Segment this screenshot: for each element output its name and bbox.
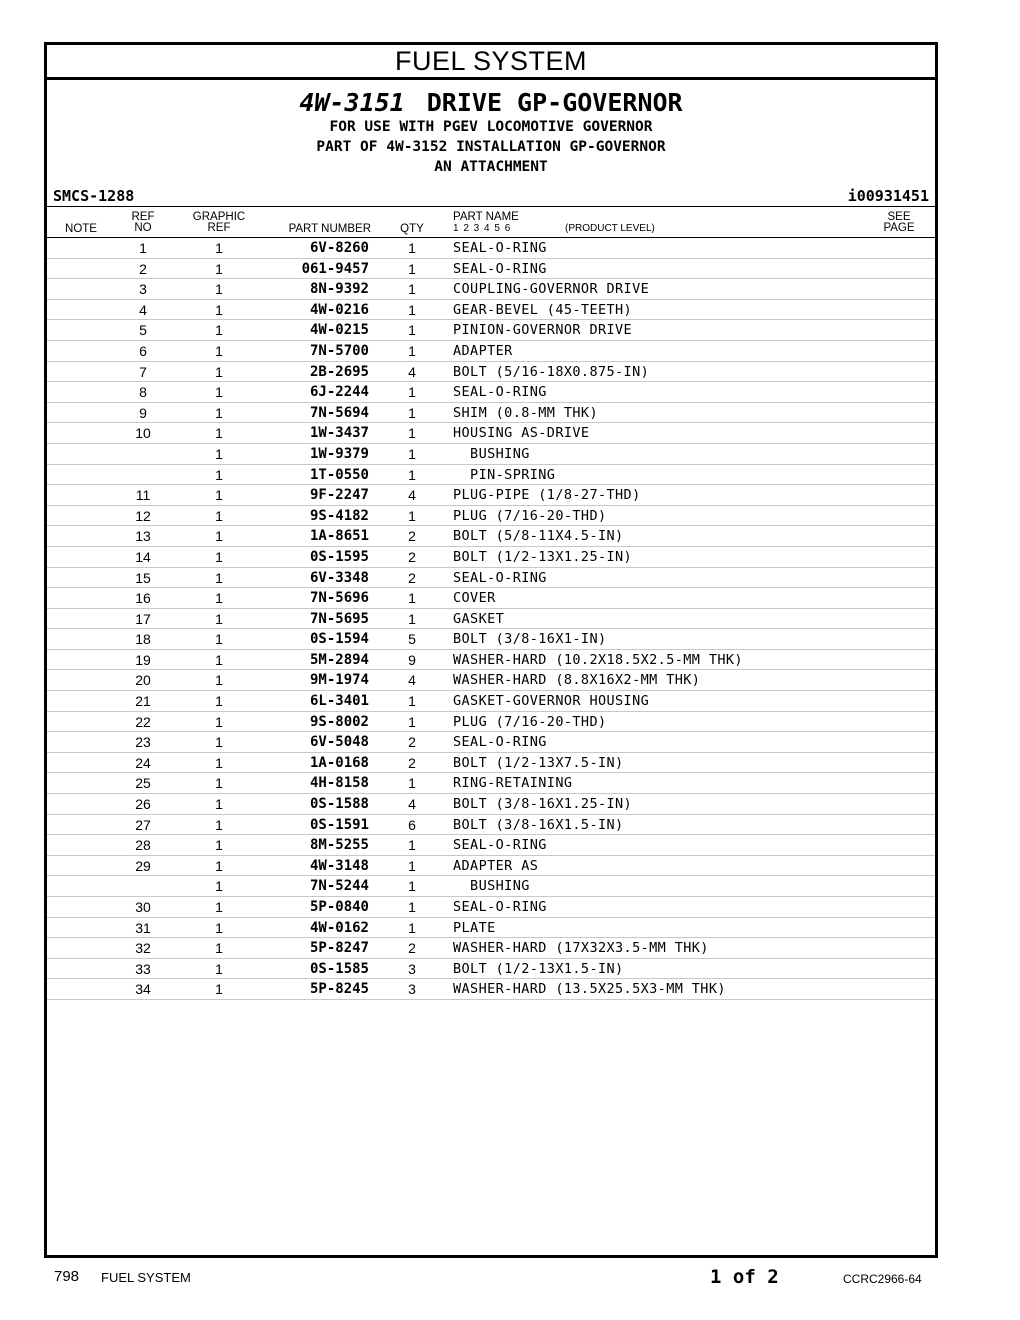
quantity: 4 [408,487,416,504]
part-number: 8M-5255 [309,837,369,854]
graphic-ref: 1 [215,651,223,668]
part-name: COVER [453,590,496,607]
graphic-ref: 1 [215,528,223,545]
part-name: BOLT (5/16-18X0.875-IN) [453,363,650,380]
ref-no: 10 [135,425,151,442]
col-product-level: (PRODUCT LEVEL) [565,223,655,234]
part-name: BOLT (5/8-11X4.5-IN) [453,528,624,545]
part-name: SEAL-O-RING [453,837,547,854]
quantity: 1 [408,713,416,730]
ref-no: 24 [135,754,151,771]
quantity: 3 [408,960,416,977]
graphic-ref: 1 [215,796,223,813]
table-row [47,547,935,568]
part-number: 8N-9392 [309,281,369,298]
quantity: 1 [408,775,416,792]
col-ref-top: REF [131,211,155,223]
quantity: 3 [408,981,416,998]
smcs-code: SMCS-1288 [53,187,135,205]
quantity: 1 [408,301,416,318]
graphic-ref: 1 [215,260,223,277]
part-name: COUPLING-GOVERNOR DRIVE [453,281,650,298]
part-name: PLUG (7/16-20-THD) [453,507,607,524]
part-name: WASHER-HARD (13.5X25.5X3-MM THK) [453,981,726,998]
col-ref-no [127,212,159,234]
ref-no: 7 [139,363,147,380]
quantity: 9 [408,651,416,668]
col-part-name: PART NAME [453,211,519,223]
ref-no: 20 [135,672,151,689]
part-number: 4W-0215 [309,322,369,339]
table-row [47,300,935,321]
table-header [47,209,935,238]
table-row [47,485,935,506]
footer-page-number: 798 [54,1268,80,1285]
graphic-ref: 1 [215,734,223,751]
table-row [47,753,935,774]
quantity: 2 [408,569,416,586]
part-name: SHIM (0.8-MM THK) [453,404,598,421]
quantity: 1 [408,445,416,462]
ref-no: 2 [139,260,147,277]
graphic-ref: 1 [215,445,223,462]
part-name: PLUG (7/16-20-THD) [453,713,607,730]
part-number: 7N-5694 [309,404,369,421]
footer-doc-code: CCRC2966-64 [843,1272,922,1286]
col-see-page [873,212,925,234]
graphic-ref: 1 [215,878,223,895]
graphic-ref: 1 [215,960,223,977]
graphic-ref: 1 [215,342,223,359]
graphic-ref: 1 [215,775,223,792]
part-number: 1A-8651 [309,528,369,545]
graphic-ref: 1 [215,487,223,504]
part-name: WASHER-HARD (10.2X18.5X2.5-MM THK) [453,651,743,668]
part-name: SEAL-O-RING [453,260,547,277]
ref-no: 5 [139,322,147,339]
part-name: ADAPTER [453,342,513,359]
part-number: 9M-1974 [309,672,369,689]
part-number: 0S-1585 [309,960,369,977]
quantity: 2 [408,548,416,565]
quantity: 2 [408,734,416,751]
ref-no: 22 [135,713,151,730]
part-number: 0S-1594 [309,631,369,648]
graphic-ref: 1 [215,301,223,318]
part-number: 6V-3348 [309,569,369,586]
ref-no: 14 [135,548,151,565]
quantity: 4 [408,363,416,380]
part-name: SEAL-O-RING [453,240,547,256]
ref-no: 9 [139,404,147,421]
part-name: BUSHING [453,878,530,895]
part-number: 0S-1588 [309,796,369,813]
group-part-name: DRIVE GP-GOVERNOR [426,88,683,117]
graphic-ref: 1 [215,240,223,256]
ref-no: 8 [139,384,147,401]
quantity: 1 [408,281,416,298]
table-row [47,959,935,980]
graphic-ref: 1 [215,404,223,421]
graphic-ref: 1 [215,569,223,586]
table-row [47,362,935,383]
part-name: SEAL-O-RING [453,734,547,751]
graphic-ref: 1 [215,548,223,565]
ref-no: 18 [135,631,151,648]
ref-no: 3 [139,281,147,298]
part-name: SEAL-O-RING [453,384,547,401]
table-row [47,794,935,815]
table-row [47,259,935,280]
part-name: BOLT (3/8-16X1.25-IN) [453,796,633,813]
ref-no: 30 [135,899,151,915]
table-row [47,979,935,1000]
code-line [47,186,935,207]
table-row [47,938,935,959]
ref-no: 13 [135,528,151,545]
part-number: 7N-5244 [309,878,369,895]
parts-table-body [47,238,935,1000]
quantity: 1 [408,919,416,936]
col-see-top: SEE [887,211,911,223]
table-row [47,815,935,836]
footer-section: FUEL SYSTEM [101,1270,191,1285]
part-number: 4W-3148 [309,857,369,874]
table-row [47,568,935,589]
graphic-ref: 1 [215,754,223,771]
part-number: 1T-0550 [309,466,369,483]
quantity: 1 [408,322,416,339]
ref-no: 29 [135,857,151,874]
part-name: PLUG-PIPE (1/8-27-THD) [453,487,641,504]
graphic-ref: 1 [215,837,223,854]
part-number: 6V-5048 [309,734,369,751]
part-number: 1W-3437 [309,425,369,442]
table-row [47,629,935,650]
ref-no: 25 [135,775,151,792]
parts-page-frame [44,42,938,1258]
part-number: 4W-0162 [309,919,369,936]
table-row [47,876,935,897]
quantity: 1 [408,693,416,710]
table-row [47,650,935,671]
graphic-ref: 1 [215,322,223,339]
part-number: 5P-8245 [309,981,369,998]
parent-assembly-note: PART OF 4W-3152 INSTALLATION GP-GOVERNOR [316,139,666,155]
graphic-ref: 1 [215,281,223,298]
footer-page-count: 1 of 2 [710,1266,779,1288]
attachment-note: AN ATTACHMENT [434,159,548,175]
table-row [47,856,935,877]
part-number: 1A-0168 [309,754,369,771]
part-number: 1W-9379 [309,445,369,462]
table-row [47,918,935,939]
table-row [47,712,935,733]
table-row [47,526,935,547]
ref-no: 12 [135,507,151,524]
part-number: 6V-8260 [309,240,369,256]
table-row [47,588,935,609]
quantity: 1 [408,384,416,401]
section-title: FUEL SYSTEM [47,45,935,80]
graphic-ref: 1 [215,816,223,833]
part-number: 6J-2244 [309,384,369,401]
quantity: 1 [408,404,416,421]
part-number: 7N-5695 [309,610,369,627]
graphic-ref: 1 [215,857,223,874]
part-name: HOUSING AS-DRIVE [453,425,590,442]
quantity: 5 [408,631,416,648]
table-row [47,506,935,527]
col-see-bottom: PAGE [883,222,915,234]
ref-no: 4 [139,301,147,318]
col-graphic-top: GRAPHIC [192,211,246,223]
quantity: 2 [408,940,416,957]
part-name: BUSHING [453,445,530,462]
usage-note: FOR USE WITH PGEV LOCOMOTIVE GOVERNOR [329,119,653,135]
table-row [47,279,935,300]
part-number: 7N-5700 [309,342,369,359]
col-graphic-ref [187,212,251,234]
part-name: SEAL-O-RING [453,899,547,915]
quantity: 1 [408,466,416,483]
part-number: 0S-1595 [309,548,369,565]
table-row [47,732,935,753]
table-row [47,609,935,630]
ref-no: 17 [135,610,151,627]
graphic-ref: 1 [215,466,223,483]
ref-no: 1 [139,240,147,256]
part-number: 9S-4182 [309,507,369,524]
quantity: 2 [408,528,416,545]
table-row [47,382,935,403]
quantity: 1 [408,837,416,854]
graphic-ref: 1 [215,899,223,915]
quantity: 1 [408,590,416,607]
table-row [47,773,935,794]
table-row [47,897,935,918]
part-name: RING-RETAINING [453,775,573,792]
quantity: 1 [408,899,416,915]
quantity: 1 [408,260,416,277]
ref-no: 23 [135,734,151,751]
part-name: WASHER-HARD (17X32X3.5-MM THK) [453,940,709,957]
part-number: 4W-0216 [309,301,369,318]
group-title [47,89,935,117]
graphic-ref: 1 [215,363,223,380]
group-part-number: 4W-3151 [299,88,405,117]
part-name: SEAL-O-RING [453,569,547,586]
col-graphic-bottom: REF [207,222,231,234]
graphic-ref: 1 [215,631,223,648]
part-name: GASKET [453,610,505,627]
graphic-ref: 1 [215,940,223,957]
illustration-id: i00931451 [847,187,929,205]
quantity: 1 [408,507,416,524]
part-number: 9F-2247 [309,487,369,504]
table-row [47,835,935,856]
col-part-number: PART NUMBER [288,223,371,235]
table-row [47,670,935,691]
part-name: BOLT (1/2-13X1.25-IN) [453,548,633,565]
quantity: 1 [408,240,416,256]
part-name: BOLT (1/2-13X7.5-IN) [453,754,624,771]
part-number: 2B-2695 [309,363,369,380]
graphic-ref: 1 [215,384,223,401]
table-row [47,341,935,362]
ref-no: 15 [135,569,151,586]
graphic-ref: 1 [215,672,223,689]
table-row [47,691,935,712]
part-number: 9S-8002 [309,713,369,730]
quantity: 6 [408,816,416,833]
part-name: GEAR-BEVEL (45-TEETH) [453,301,633,318]
part-name: PIN-SPRING [453,466,556,483]
ref-no: 33 [135,960,151,977]
ref-no: 21 [135,693,151,710]
col-levels: 1 2 3 4 5 6 [453,223,512,234]
part-name: PINION-GOVERNOR DRIVE [453,322,633,339]
part-name: PLATE [453,919,496,936]
ref-no: 11 [135,487,151,504]
col-note: NOTE [65,223,97,235]
quantity: 2 [408,754,416,771]
table-row [47,403,935,424]
group-heading [47,89,935,177]
table-row [47,444,935,465]
graphic-ref: 1 [215,919,223,936]
graphic-ref: 1 [215,610,223,627]
quantity: 1 [408,857,416,874]
quantity: 1 [408,878,416,895]
ref-no: 31 [135,919,151,936]
part-number: 5P-0840 [309,899,369,915]
part-name: BOLT (3/8-16X1.5-IN) [453,816,624,833]
part-number: 5P-8247 [309,940,369,957]
ref-no: 6 [139,342,147,359]
quantity: 1 [408,342,416,359]
part-number: 5M-2894 [309,651,369,668]
graphic-ref: 1 [215,425,223,442]
ref-no: 34 [135,981,151,998]
part-name: GASKET-GOVERNOR HOUSING [453,693,650,710]
part-number: 7N-5696 [309,590,369,607]
graphic-ref: 1 [215,590,223,607]
part-name: BOLT (1/2-13X1.5-IN) [453,960,624,977]
part-name: BOLT (3/8-16X1-IN) [453,631,607,648]
ref-no: 19 [135,651,151,668]
quantity: 4 [408,796,416,813]
quantity: 1 [408,610,416,627]
quantity: 4 [408,672,416,689]
graphic-ref: 1 [215,713,223,730]
quantity: 1 [408,425,416,442]
col-qty: QTY [400,223,424,235]
part-number: 0S-1591 [309,816,369,833]
table-row [47,320,935,341]
table-row [47,423,935,444]
table-row [47,238,935,259]
table-row [47,465,935,486]
ref-no: 27 [135,816,151,833]
ref-no: 16 [135,590,151,607]
graphic-ref: 1 [215,981,223,998]
part-number: 4H-8158 [309,775,369,792]
part-name: ADAPTER AS [453,857,539,874]
ref-no: 26 [135,796,151,813]
graphic-ref: 1 [215,693,223,710]
graphic-ref: 1 [215,507,223,524]
part-number: 061-9457 [301,260,369,277]
col-ref-bottom: NO [134,222,152,234]
part-name: WASHER-HARD (8.8X16X2-MM THK) [453,672,701,689]
ref-no: 28 [135,837,151,854]
ref-no: 32 [135,940,151,957]
part-number: 6L-3401 [309,693,369,710]
